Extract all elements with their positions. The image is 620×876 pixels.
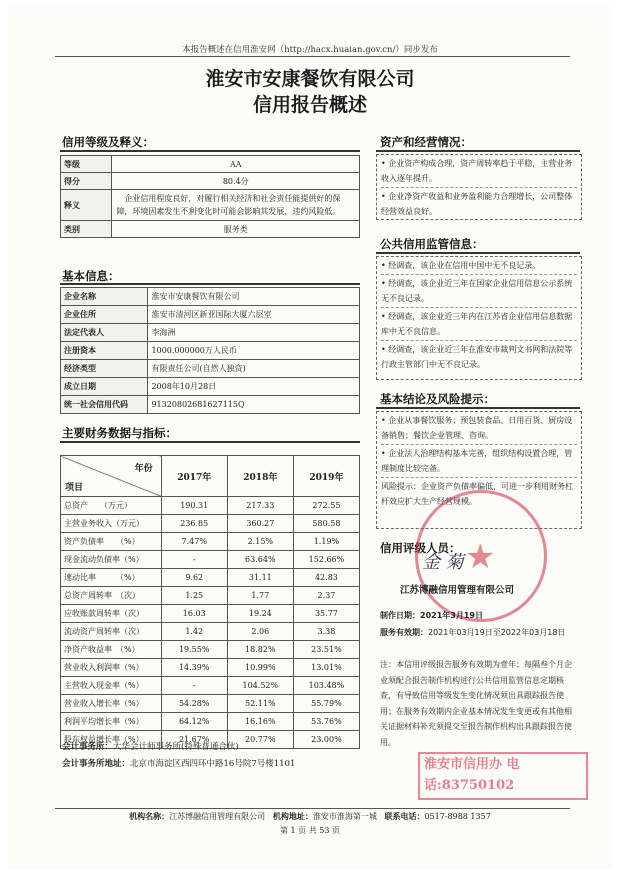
finance-metric-value: 217.33 [227,497,293,515]
finance-metric-value: 152.66% [293,551,359,569]
finance-metric-label: 营业收入利润率（%） [61,659,162,677]
finance-metric-label: 主营业务收入（万元） [61,515,162,533]
finance-metric-value: 360.27 [227,515,293,533]
finance-metric-value: 52.11% [227,695,293,713]
conclusion-rule [376,407,580,409]
table-row [61,695,360,713]
finance-metric-value: 272.55 [293,497,359,515]
grade-heading: 信用等级及释义： [62,135,154,149]
score-value: 80.4分 [112,173,360,190]
table-row [61,306,360,324]
finance-metric-value: 9.62 [161,569,227,587]
rating-company: 江苏博融信用管理有限公司 [400,585,515,596]
table-row [61,713,360,731]
finance-metric-label: 现金流动负债率（%） [61,551,162,569]
supervision-box [376,256,582,380]
table-row [61,288,360,306]
supervision-heading: 公共信用监管信息： [380,237,484,251]
finance-metric-value: 103.48% [293,677,359,695]
table-row [61,396,360,414]
grade-value: AA [112,156,360,173]
finance-metric-label: 速动比率 （%） [61,569,162,587]
table-row [61,190,360,221]
finance-metric-value: - [161,677,227,695]
finance-heading: 主要财务数据与指标： [62,426,177,440]
company-title: 淮安市安康餐饮有限公司 [205,68,415,90]
finance-metric-label: 利润平均增长率（%） [61,713,162,731]
basic-label: 企业名称 [61,288,148,306]
rating-heading: 信用评级人员： [380,541,461,555]
list-item: • 经调查，该企业近三年在国家企业信用信息公示系统无不良记录。 [381,274,577,307]
finance-metric-value: 2.06 [227,623,293,641]
tel-value: 0517-8988 1357 [424,812,491,821]
table-row [61,342,360,360]
assets-heading: 资产和经营情况： [380,135,472,149]
risk-note: 风险提示：企业资产负债率偏低，可进一步利用财务杠杆效应扩大生产经营规模。 [381,477,577,510]
top-note: 本报告概述在信用淮安网（http://hacx.huaian.gov.cn/）同步发布 [182,45,438,55]
org-label: 机构名称： [129,811,170,821]
firm-addr-value: 北京市海淀区西四环中路16号院7号楼1101 [130,759,296,769]
top-divider [55,56,570,57]
finance-metric-value: 1.19% [293,533,359,551]
made-label: 制作日期： [380,611,420,620]
list-item: • 企业从事餐饮服务；预包装食品、日用百货、厨房设备销售；餐饮企业管理、咨询。 [381,416,573,440]
corner-item: 项目 [65,483,84,493]
finance-metric-value: 14.39% [161,659,227,677]
footer-info [0,811,620,822]
basic-table [60,287,360,414]
score-label: 得分 [61,173,112,190]
basic-label: 成立日期 [61,378,148,396]
finance-metric-value: 16.03 [161,605,227,623]
table-row [61,659,360,677]
footer-divider [55,808,570,809]
assets-rule [376,150,580,152]
finance-metric-value: 19.24 [227,605,293,623]
finance-metric-value: 19.55% [161,641,227,659]
finance-metric-value: 10.99% [227,659,293,677]
stamp-text: 淮安市信用办 电话:83750102 [424,757,520,793]
firm-label: 会计事务所： [62,742,114,752]
table-row [61,677,360,695]
accounting-address [62,757,295,769]
finance-metric-label: 总资产 （万元） [61,497,162,515]
finance-metric-label: 净资产收益率 （%） [61,641,162,659]
year-2017: 2017年 [161,456,227,497]
table-row [61,587,360,605]
finance-metric-value: 42.83 [293,569,359,587]
category-value: 服务类 [112,221,360,238]
finance-metric-value: 31.11 [227,569,293,587]
table-row [61,641,360,659]
table-row [61,623,360,641]
table-row [61,533,360,551]
table-row [61,360,360,378]
grade-label: 等级 [61,156,112,173]
valid-label: 服务有效期： [380,628,428,637]
year-2019: 2019年 [293,456,359,497]
finance-metric-value: 1.25 [161,587,227,605]
finance-metric-value: 64.12% [161,713,227,731]
basic-value: 李海洲 [148,324,360,342]
finance-metric-value: 54.28% [161,695,227,713]
finance-metric-value: 236.85 [161,515,227,533]
org-value: 江苏博融信用管理有限公司 [169,812,266,821]
list-item: • 企业净资产收益和业务盈利能力合理增长，公司整体经营效益良好。 [381,187,577,220]
basic-value: 淮安市安康餐饮有限公司 [148,288,360,306]
list-item: • 企业法人治理结构基本完善，组织结构设置合理，管理制度比较完备。 [381,444,577,477]
table-row [61,324,360,342]
table-row [61,221,360,238]
page-number: 第 1 页 共 53 页 [280,826,340,835]
table-row [61,515,360,533]
finance-metric-value: 18.82% [227,641,293,659]
finance-metric-value: 21.67% [161,731,227,749]
list-item: • 经调查，该企业近三年内在江苏省企业信用信息数据库中无不良信息。 [381,307,577,340]
finance-metric-label: 资产负债率 （%） [61,533,162,551]
basic-label: 法定代表人 [61,324,148,342]
finance-metric-value: 23.51% [293,641,359,659]
finance-metric-value: 35.77 [293,605,359,623]
finance-metric-value: 55.79% [293,695,359,713]
finance-metric-value: - [161,551,227,569]
table-row [61,551,360,569]
finance-metric-label: 营业收入增长率（%） [61,695,162,713]
finance-table [60,455,360,749]
meaning-value: 企业信用程度良好，对履行相关经济和社会责任能提供好的保障，环境因素发生不利变化时可能会影响其发展，违约风险低。 [112,190,360,221]
valid-period [380,627,565,638]
finance-metric-label: 应收账款周转率（次） [61,605,162,623]
basic-value: 2008年10月28日 [148,378,360,396]
finance-metric-value: 580.58 [293,515,359,533]
list-item: • 企业资产构成合理，资产周转率趋于平稳，主营业务收入逐年提升。 [381,159,573,183]
finance-metric-label: 流动资产周转率（次） [61,623,162,641]
basic-value: 1000.000000万人民币 [148,342,360,360]
rating-note: 注：本信用评级报告服务有效期为壹年；每隔叁个月企业须配合报告制作机构进行公共信用监管信息定期核查，有导致信用等级发生变化情况须出具跟踪报告使用；在服务有效期内企业基本情况发生变更或有其他相关证据材料补充须提交至报告制作机构出具跟踪报告使用。 [380,660,572,747]
meaning-label: 释义 [61,190,112,221]
finance-metric-value: 53.76% [293,713,359,731]
org-addr-value: 淮安市淮海第一城 [312,812,377,821]
table-row [61,497,360,515]
basic-value: 淮安市清河区新亚国际大厦六层室 [148,306,360,324]
finance-metric-value: 63.64% [227,551,293,569]
finance-header-row [61,456,360,497]
finance-metric-value: 13.01% [293,659,359,677]
basic-heading: 基本信息： [62,269,120,283]
finance-metric-value: 16.16% [227,713,293,731]
org-addr-label: 机构地址： [272,811,313,821]
finance-corner [61,456,162,497]
finance-metric-value: 20.77% [227,731,293,749]
table-row [61,569,360,587]
supervision-rule [376,252,580,254]
finance-metric-value: 7.47% [161,533,227,551]
basic-value: 91320802681627115Q [148,396,360,414]
finance-metric-value: 23.00% [293,731,359,749]
table-row [61,156,360,173]
corner-year: 年份 [134,464,153,474]
seal-star-icon: ★ [465,537,496,577]
finance-metric-value: 1.42 [161,623,227,641]
category-label: 类别 [61,221,112,238]
firm-addr-label: 会计事务所地址： [62,759,131,769]
finance-metric-label: 总资产周转率 （次） [61,587,162,605]
year-2018: 2018年 [227,456,293,497]
finance-metric-value: 1.77 [227,587,293,605]
basic-label: 注册资本 [61,342,148,360]
valid-value: 2021年03月19日至2022年03月18日 [428,628,566,637]
finance-metric-label: 主营收入现金率（%） [61,677,162,695]
finance-metric-value: 3.38 [293,623,359,641]
assets-box [376,154,582,220]
basic-label: 统一社会信用代码 [61,396,148,414]
table-row [61,378,360,396]
grade-rule [60,150,360,152]
finance-metric-value: 2.37 [293,587,359,605]
basic-rule [60,283,360,285]
basic-label: 企业住所 [61,306,148,324]
tel-label: 联系电话： [384,811,425,821]
grade-table [60,155,360,238]
basic-label: 经济类型 [61,360,148,378]
table-row [61,605,360,623]
finance-metric-value: 104.52% [227,677,293,695]
finance-metric-value: 2.15% [227,533,293,551]
finance-metric-label: 股东权益增长率（%） [61,731,162,749]
finance-rule [60,441,360,443]
list-item: • 经调查，该企业近三年在淮安市裁判文书网和法院等行政主管部门中无不良记录。 [381,340,577,373]
made-value: 2021年3月19日 [420,611,483,620]
report-title: 信用报告概述 [252,94,367,116]
signature: 金 菊 [422,552,464,573]
finance-metric-value: 190.31 [161,497,227,515]
basic-value: 有限责任公司(自然人独资) [148,360,360,378]
list-item: • 经调查，该企业在信用中国中无不良记录。 [381,261,541,270]
accounting-firm [62,740,239,752]
conclusion-heading: 基本结论及风险提示： [380,392,495,406]
credit-office-stamp [418,752,588,800]
table-row [61,173,360,190]
firm-value: 大华会计师事务所(特殊普通合伙) [113,742,239,752]
made-date [380,610,483,621]
